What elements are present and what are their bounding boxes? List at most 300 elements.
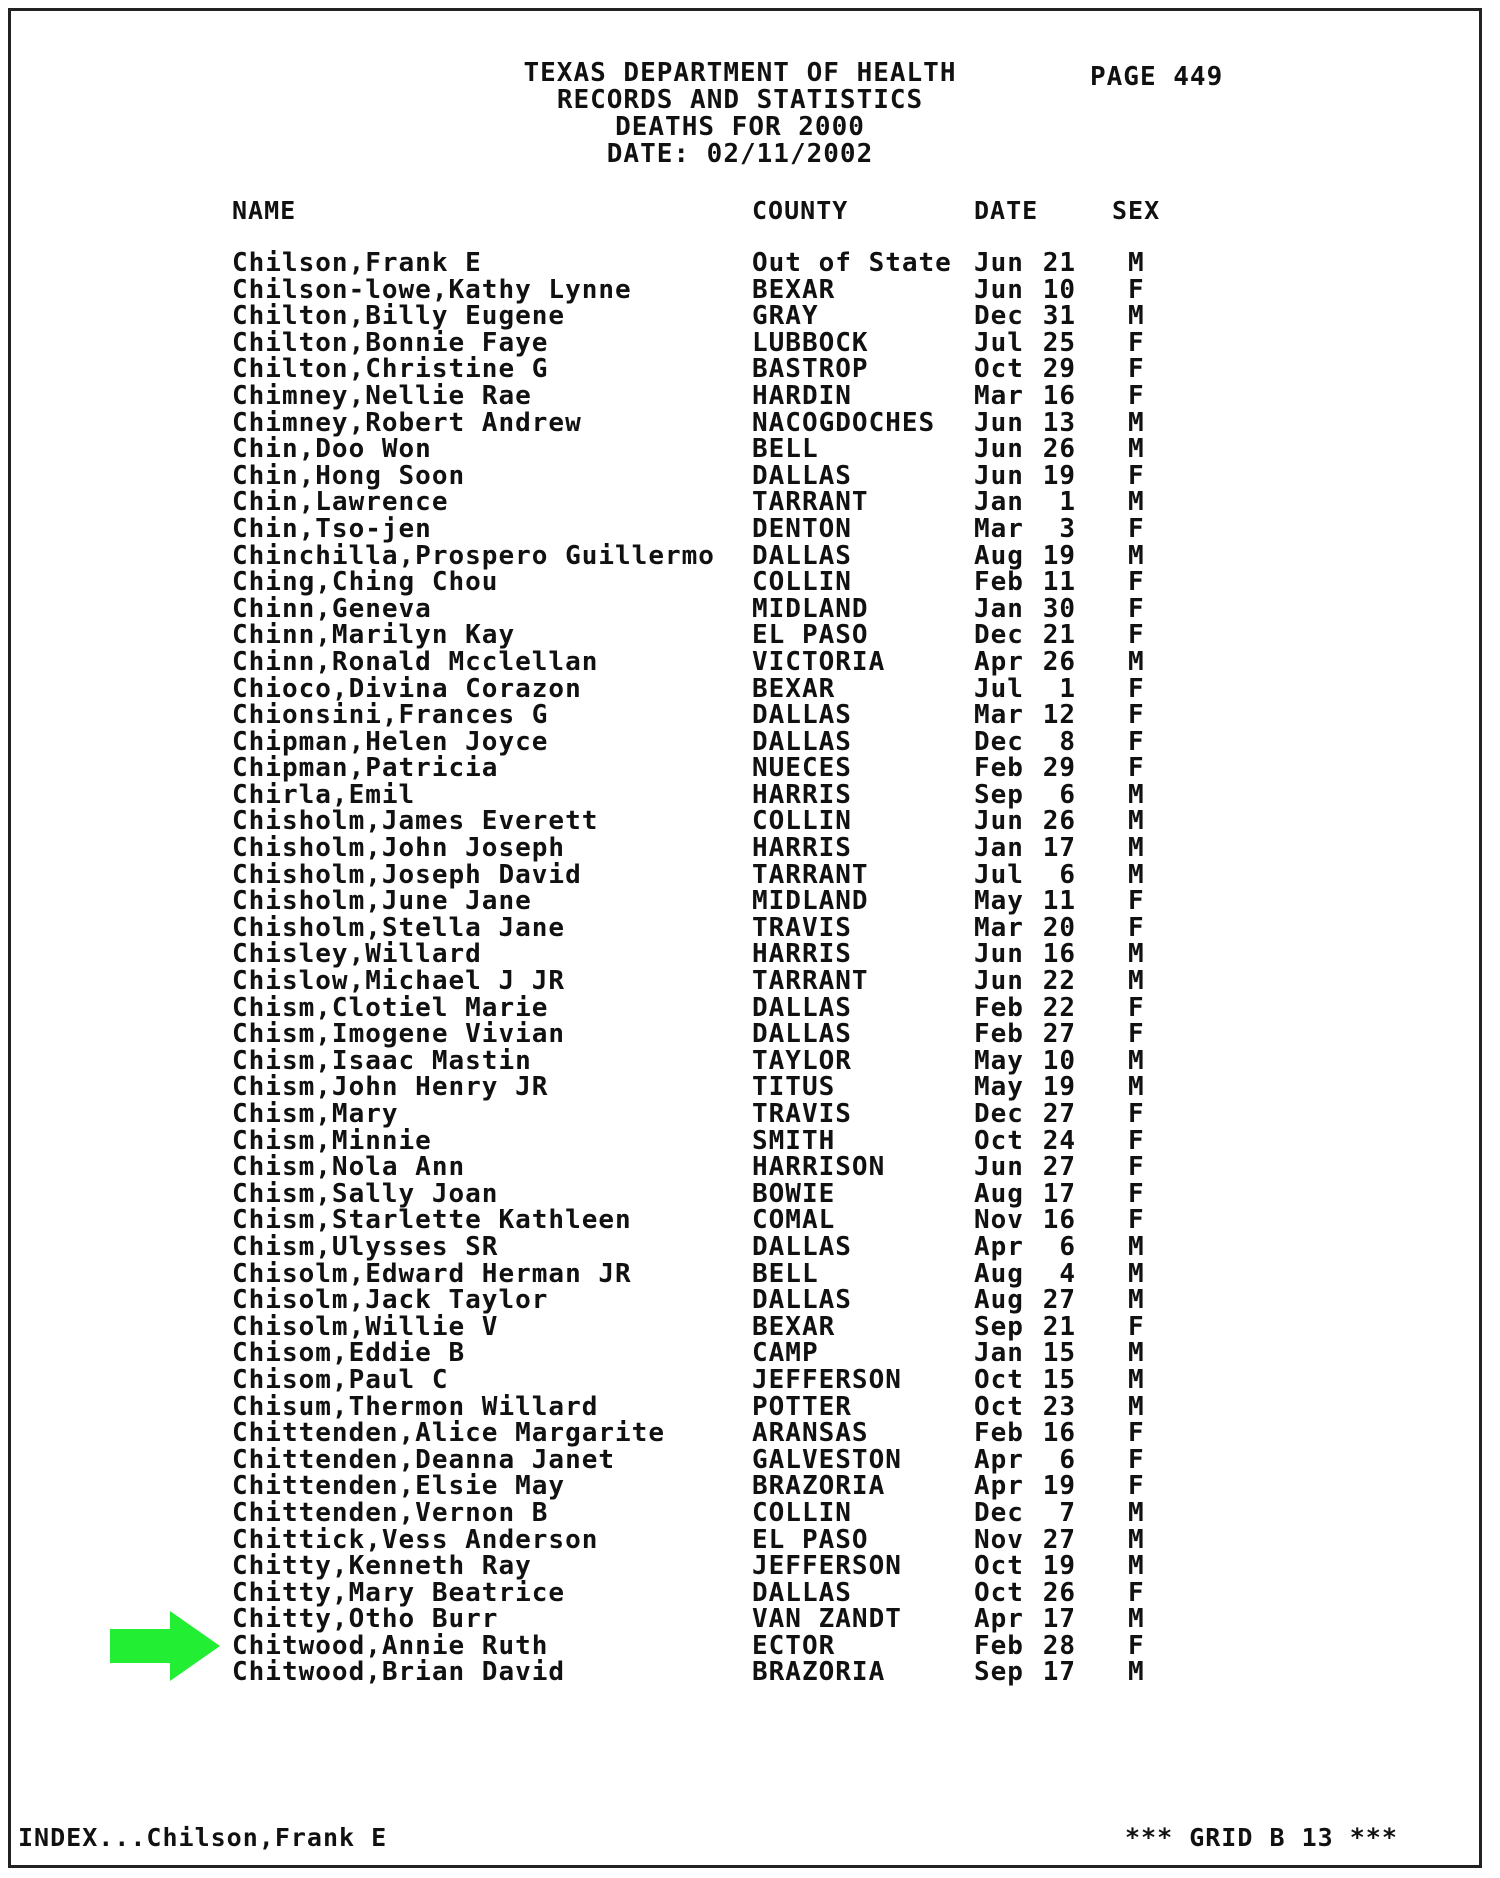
record-month: Mar — [974, 700, 1024, 731]
record-day: 22 — [1042, 992, 1076, 1023]
record-day: 6 — [1059, 1444, 1076, 1475]
record-county: VAN ZANDT — [752, 1604, 902, 1635]
record-month: Oct — [974, 1577, 1024, 1608]
record-row — [0, 779, 1500, 810]
record-name: Chism,Minnie — [232, 1125, 432, 1156]
record-day: 17 — [1042, 1604, 1076, 1635]
record-month: Jul — [974, 327, 1024, 358]
record-county: NACOGDOCHES — [752, 407, 936, 438]
record-month: Apr — [974, 1471, 1024, 1502]
record-row — [0, 1287, 1500, 1314]
record-name: Chisolm,Jack Taylor — [232, 1285, 549, 1316]
record-day: 27 — [1042, 1152, 1076, 1183]
record-county: TRAVIS — [752, 1099, 852, 1129]
record-month: Dec — [974, 1099, 1024, 1129]
record-day: 30 — [1042, 593, 1076, 624]
record-county: DENTON — [752, 513, 852, 544]
record-sex: M — [1128, 301, 1145, 332]
record-county: LUBBOCK — [752, 327, 869, 358]
record-name: Chisholm,John Joseph — [232, 833, 566, 864]
record-month: May — [974, 886, 1024, 917]
header-division: RECORDS AND STATISTICS — [556, 85, 924, 115]
record-row — [0, 513, 1500, 544]
record-name: Chism,Starlette Kathleen — [232, 1205, 632, 1236]
record-county: BELL — [752, 434, 819, 465]
record-day: 21 — [1042, 1311, 1076, 1342]
record-name: Chin,Hong Soon — [232, 460, 466, 491]
record-county: COMAL — [752, 1205, 836, 1236]
record-day: 1 — [1059, 487, 1076, 518]
record-county: GALVESTON — [752, 1444, 902, 1475]
record-sex: M — [1128, 248, 1145, 278]
record-sex: F — [1128, 1178, 1145, 1209]
record-sex: F — [1128, 354, 1145, 385]
record-county: BOWIE — [752, 1178, 836, 1209]
record-day: 6 — [1059, 779, 1076, 810]
record-day: 8 — [1059, 726, 1076, 757]
record-row — [0, 835, 1500, 862]
record-row — [0, 1524, 1500, 1555]
record-name: Chilton,Billy Eugene — [232, 301, 566, 332]
record-name: Chirla,Emil — [232, 779, 416, 810]
record-day: 15 — [1042, 1338, 1076, 1369]
record-county: DALLAS — [752, 1577, 852, 1608]
record-month: Feb — [974, 1019, 1024, 1050]
record-county: MIDLAND — [752, 886, 869, 917]
record-sex: M — [1128, 806, 1145, 837]
record-sex: M — [1128, 1524, 1145, 1555]
record-sex: F — [1128, 380, 1145, 411]
record-day: 19 — [1042, 1072, 1076, 1103]
record-name: Chilton,Bonnie Faye — [232, 327, 549, 358]
record-name: Chilton,Christine G — [232, 354, 549, 385]
record-row — [0, 1553, 1500, 1580]
record-sex: M — [1128, 434, 1145, 465]
record-name: Chisholm,Joseph David — [232, 859, 582, 890]
record-month: Mar — [974, 912, 1024, 943]
record-row — [0, 1444, 1500, 1475]
record-sex: F — [1128, 460, 1145, 491]
record-county: EL PASO — [752, 620, 869, 651]
record-day: 23 — [1042, 1391, 1076, 1422]
record-month: Aug — [974, 1178, 1024, 1209]
record-row — [0, 303, 1500, 330]
record-day: 27 — [1042, 1524, 1076, 1555]
record-county: BEXAR — [752, 274, 836, 305]
record-name: Chisolm,Willie V — [232, 1311, 499, 1342]
record-day: 17 — [1042, 1178, 1076, 1209]
record-row — [0, 1045, 1500, 1076]
record-month: Jul — [974, 673, 1024, 704]
record-month: Jun — [974, 939, 1024, 970]
record-county: EL PASO — [752, 1524, 869, 1555]
record-day: 27 — [1042, 1285, 1076, 1316]
record-county: COLLIN — [752, 806, 852, 837]
record-day: 10 — [1042, 274, 1076, 305]
record-name: Chism,Clotiel Marie — [232, 992, 549, 1023]
record-name: Chin,Doo Won — [232, 434, 432, 465]
record-day: 29 — [1042, 354, 1076, 385]
record-name: Chin,Tso-jen — [232, 513, 432, 544]
record-county: GRAY — [752, 301, 819, 332]
record-county: BEXAR — [752, 673, 836, 704]
record-row — [0, 808, 1500, 835]
record-sex: M — [1128, 833, 1145, 864]
record-day: 27 — [1042, 1019, 1076, 1050]
record-row — [0, 1125, 1500, 1156]
record-county: TARRANT — [752, 966, 869, 997]
record-row — [0, 1231, 1500, 1262]
record-sex: F — [1128, 274, 1145, 305]
record-month: Oct — [974, 354, 1024, 385]
record-sex: F — [1128, 753, 1145, 784]
record-name: Chisholm,Stella Jane — [232, 912, 566, 943]
record-name: Chinn,Ronald Mcclellan — [232, 646, 599, 677]
record-month: Sep — [974, 1311, 1024, 1342]
record-month: Oct — [974, 1551, 1024, 1582]
record-sex: F — [1128, 886, 1145, 917]
record-name: Chilson-lowe,Kathy Lynne — [232, 274, 632, 305]
record-month: Sep — [974, 779, 1024, 810]
record-month: Apr — [974, 1444, 1024, 1475]
record-county: DALLAS — [752, 1019, 852, 1050]
record-day: 16 — [1042, 380, 1076, 411]
record-row — [0, 1497, 1500, 1528]
record-day: 1 — [1059, 673, 1076, 704]
record-month: Jun — [974, 966, 1024, 997]
record-month: Jun — [974, 248, 1024, 278]
record-day: 16 — [1042, 1205, 1076, 1236]
record-sex: F — [1128, 912, 1145, 943]
record-day: 6 — [1059, 1231, 1076, 1262]
column-header-sex: SEX — [1112, 196, 1161, 225]
record-day: 11 — [1042, 886, 1076, 917]
record-name: Chisholm,James Everett — [232, 806, 599, 837]
record-name: Chisom,Paul C — [232, 1364, 449, 1395]
record-sex: F — [1128, 700, 1145, 731]
record-county: HARRIS — [752, 833, 852, 864]
record-sex: M — [1128, 1285, 1145, 1316]
record-sex: M — [1128, 1391, 1145, 1422]
record-name: Chionsini,Frances G — [232, 700, 549, 731]
record-sex: M — [1128, 779, 1145, 810]
report-header — [500, 60, 980, 168]
record-day: 11 — [1042, 567, 1076, 598]
record-month: Feb — [974, 992, 1024, 1023]
record-sex: M — [1128, 540, 1145, 571]
record-county: VICTORIA — [752, 646, 886, 677]
record-month: Dec — [974, 301, 1024, 332]
record-name: Chisolm,Edward Herman JR — [232, 1258, 632, 1289]
record-day: 6 — [1059, 859, 1076, 890]
record-row — [0, 1391, 1500, 1422]
record-county: BEXAR — [752, 1311, 836, 1342]
record-row — [0, 1154, 1500, 1181]
record-row — [0, 540, 1500, 571]
record-month: Jun — [974, 460, 1024, 491]
record-month: Jun — [974, 274, 1024, 305]
record-county: DALLAS — [752, 1285, 852, 1316]
record-month: Oct — [974, 1364, 1024, 1395]
record-name: Chisom,Eddie B — [232, 1338, 466, 1369]
record-month: Aug — [974, 540, 1024, 571]
record-name: Chittenden,Alice Margarite — [232, 1418, 665, 1449]
record-month: May — [974, 1045, 1024, 1076]
record-day: 31 — [1042, 301, 1076, 332]
record-county: HARRISON — [752, 1152, 886, 1183]
record-sex: M — [1128, 1497, 1145, 1528]
record-month: Apr — [974, 1231, 1024, 1262]
record-name: Chitwood,Brian David — [232, 1657, 566, 1688]
record-month: Jul — [974, 859, 1024, 890]
record-sex: F — [1128, 593, 1145, 624]
record-name: Chin,Lawrence — [232, 487, 449, 518]
column-header-name: NAME — [232, 196, 297, 225]
record-day: 26 — [1042, 1577, 1076, 1608]
record-sex: M — [1128, 859, 1145, 890]
record-month: Mar — [974, 380, 1024, 411]
record-sex: M — [1128, 1045, 1145, 1076]
record-sex: F — [1128, 992, 1145, 1023]
page-number: PAGE 449 — [1090, 62, 1224, 92]
record-sex: F — [1128, 513, 1145, 544]
record-name: Chism,John Henry JR — [232, 1072, 549, 1103]
record-row — [0, 1021, 1500, 1048]
record-row — [0, 356, 1500, 383]
record-day: 17 — [1042, 833, 1076, 864]
record-name: Chimney,Robert Andrew — [232, 407, 582, 438]
record-county: MIDLAND — [752, 593, 869, 624]
record-sex: M — [1128, 1551, 1145, 1582]
record-row — [0, 1340, 1500, 1367]
record-sex: F — [1128, 1577, 1145, 1608]
record-row — [0, 1577, 1500, 1608]
record-name: Chimney,Nellie Rae — [232, 380, 532, 411]
record-row — [0, 250, 1500, 277]
record-month: Nov — [974, 1205, 1024, 1236]
record-row — [0, 1101, 1500, 1128]
record-month: Feb — [974, 1630, 1024, 1661]
record-month: Jun — [974, 434, 1024, 465]
record-month: Dec — [974, 620, 1024, 651]
record-day: 12 — [1042, 700, 1076, 731]
record-row — [0, 888, 1500, 915]
record-name: Chinn,Geneva — [232, 593, 432, 624]
record-row — [0, 912, 1500, 943]
record-month: Jun — [974, 407, 1024, 438]
record-month: Apr — [974, 646, 1024, 677]
record-day: 10 — [1042, 1045, 1076, 1076]
record-day: 7 — [1059, 1497, 1076, 1528]
record-row — [0, 274, 1500, 305]
record-sex: F — [1128, 1205, 1145, 1236]
record-county: POTTER — [752, 1391, 852, 1422]
record-sex: F — [1128, 1630, 1145, 1661]
record-day: 17 — [1042, 1657, 1076, 1688]
record-row — [0, 1207, 1500, 1234]
record-county: BRAZORIA — [752, 1657, 886, 1688]
record-row — [0, 489, 1500, 516]
record-sex: M — [1128, 1338, 1145, 1369]
record-county: JEFFERSON — [752, 1364, 902, 1395]
record-day: 25 — [1042, 327, 1076, 358]
record-name: Chitty,Kenneth Ray — [232, 1551, 532, 1582]
record-month: Dec — [974, 1497, 1024, 1528]
record-sex: F — [1128, 1471, 1145, 1502]
record-name: Chism,Nola Ann — [232, 1152, 466, 1183]
record-row — [0, 1258, 1500, 1289]
record-month: Aug — [974, 1258, 1024, 1289]
record-county: DALLAS — [752, 726, 852, 757]
record-county: TRAVIS — [752, 912, 852, 943]
record-month: Feb — [974, 753, 1024, 784]
records-list — [0, 250, 1500, 1686]
record-county: TARRANT — [752, 859, 869, 890]
record-day: 21 — [1042, 620, 1076, 651]
record-month: Mar — [974, 513, 1024, 544]
record-row — [0, 1420, 1500, 1447]
record-county: ARANSAS — [752, 1418, 869, 1449]
record-county: CAMP — [752, 1338, 819, 1369]
record-month: Jan — [974, 833, 1024, 864]
column-header-date: DATE — [974, 196, 1039, 225]
record-sex: M — [1128, 1604, 1145, 1635]
record-name: Chinn,Marilyn Kay — [232, 620, 516, 651]
record-county: COLLIN — [752, 567, 852, 598]
record-row — [0, 673, 1500, 704]
record-name: Chitty,Mary Beatrice — [232, 1577, 566, 1608]
record-name: Chisley,Willard — [232, 939, 482, 970]
record-day: 19 — [1042, 460, 1076, 491]
record-sex: M — [1128, 1657, 1145, 1688]
record-row — [0, 1311, 1500, 1342]
record-county: HARRIS — [752, 779, 852, 810]
record-day: 22 — [1042, 966, 1076, 997]
record-name: Chioco,Divina Corazon — [232, 673, 582, 704]
record-sex: F — [1128, 1099, 1145, 1129]
record-name: Chism,Imogene Vivian — [232, 1019, 566, 1050]
record-county: JEFFERSON — [752, 1551, 902, 1582]
record-day: 16 — [1042, 939, 1076, 970]
record-day: 19 — [1042, 1471, 1076, 1502]
record-county: BELL — [752, 1258, 819, 1289]
record-row — [0, 327, 1500, 358]
record-day: 19 — [1042, 540, 1076, 571]
record-county: BRAZORIA — [752, 1471, 886, 1502]
record-sex: F — [1128, 1311, 1145, 1342]
record-row — [0, 593, 1500, 624]
record-sex: F — [1128, 726, 1145, 757]
footer-index: INDEX...Chilson,Frank E — [18, 1823, 388, 1852]
record-day: 4 — [1059, 1258, 1076, 1289]
record-name: Chittenden,Deanna Janet — [232, 1444, 616, 1475]
record-day: 13 — [1042, 407, 1076, 438]
record-sex: F — [1128, 1444, 1145, 1475]
record-row — [0, 859, 1500, 890]
record-sex: F — [1128, 1152, 1145, 1183]
record-county: TARRANT — [752, 487, 869, 518]
record-sex: M — [1128, 1364, 1145, 1395]
record-month: Apr — [974, 1604, 1024, 1635]
record-name: Chism,Ulysses SR — [232, 1231, 499, 1262]
record-county: Out of State — [752, 248, 952, 278]
record-day: 19 — [1042, 1551, 1076, 1582]
record-name: Chittick,Vess Anderson — [232, 1524, 599, 1555]
record-month: Jan — [974, 1338, 1024, 1369]
header-agency: TEXAS DEPARTMENT OF HEALTH — [523, 58, 957, 88]
record-day: 16 — [1042, 1418, 1076, 1449]
record-name: Chisholm,June Jane — [232, 886, 532, 917]
record-sex: F — [1128, 1019, 1145, 1050]
header-date: DATE: 02/11/2002 — [606, 139, 874, 169]
record-county: DALLAS — [752, 992, 852, 1023]
record-month: Jan — [974, 487, 1024, 518]
record-row — [0, 460, 1500, 491]
record-county: NUECES — [752, 753, 852, 784]
record-day: 21 — [1042, 248, 1076, 278]
record-day: 27 — [1042, 1099, 1076, 1129]
record-county: TAYLOR — [752, 1045, 852, 1076]
record-sex: M — [1128, 966, 1145, 997]
record-name: Chisum,Thermon Willard — [232, 1391, 599, 1422]
record-row — [0, 569, 1500, 596]
record-county: DALLAS — [752, 700, 852, 731]
record-county: DALLAS — [752, 460, 852, 491]
record-county: DALLAS — [752, 540, 852, 571]
record-county: HARDIN — [752, 380, 852, 411]
record-row — [0, 436, 1500, 463]
record-sex: F — [1128, 567, 1145, 598]
record-county: SMITH — [752, 1125, 836, 1156]
record-sex: M — [1128, 1231, 1145, 1262]
record-row — [0, 380, 1500, 411]
record-sex: F — [1128, 620, 1145, 651]
record-row — [0, 992, 1500, 1023]
record-day: 28 — [1042, 1630, 1076, 1661]
record-sex: M — [1128, 1072, 1145, 1103]
record-name: Chislow,Michael J JR — [232, 966, 566, 997]
header-report-title: DEATHS FOR 2000 — [615, 112, 865, 142]
record-sex: F — [1128, 673, 1145, 704]
column-header-county: COUNTY — [752, 196, 849, 225]
record-county: ECTOR — [752, 1630, 836, 1661]
record-row — [0, 407, 1500, 438]
record-sex: M — [1128, 939, 1145, 970]
record-day: 26 — [1042, 806, 1076, 837]
record-row — [0, 702, 1500, 729]
record-month: Jun — [974, 1152, 1024, 1183]
record-day: 3 — [1059, 513, 1076, 544]
record-row — [0, 1473, 1500, 1500]
record-name: Chipman,Helen Joyce — [232, 726, 549, 757]
record-row — [0, 726, 1500, 757]
record-day: 24 — [1042, 1125, 1076, 1156]
record-row — [0, 646, 1500, 677]
record-month: Aug — [974, 1285, 1024, 1316]
record-month: Jun — [974, 806, 1024, 837]
record-day: 20 — [1042, 912, 1076, 943]
record-sex: F — [1128, 1418, 1145, 1449]
record-month: Feb — [974, 1418, 1024, 1449]
record-county: DALLAS — [752, 1231, 852, 1262]
record-day: 15 — [1042, 1364, 1076, 1395]
record-month: Nov — [974, 1524, 1024, 1555]
record-name: Chittenden,Vernon B — [232, 1497, 549, 1528]
record-row — [0, 755, 1500, 782]
record-county: TITUS — [752, 1072, 836, 1103]
record-county: COLLIN — [752, 1497, 852, 1528]
record-month: May — [974, 1072, 1024, 1103]
